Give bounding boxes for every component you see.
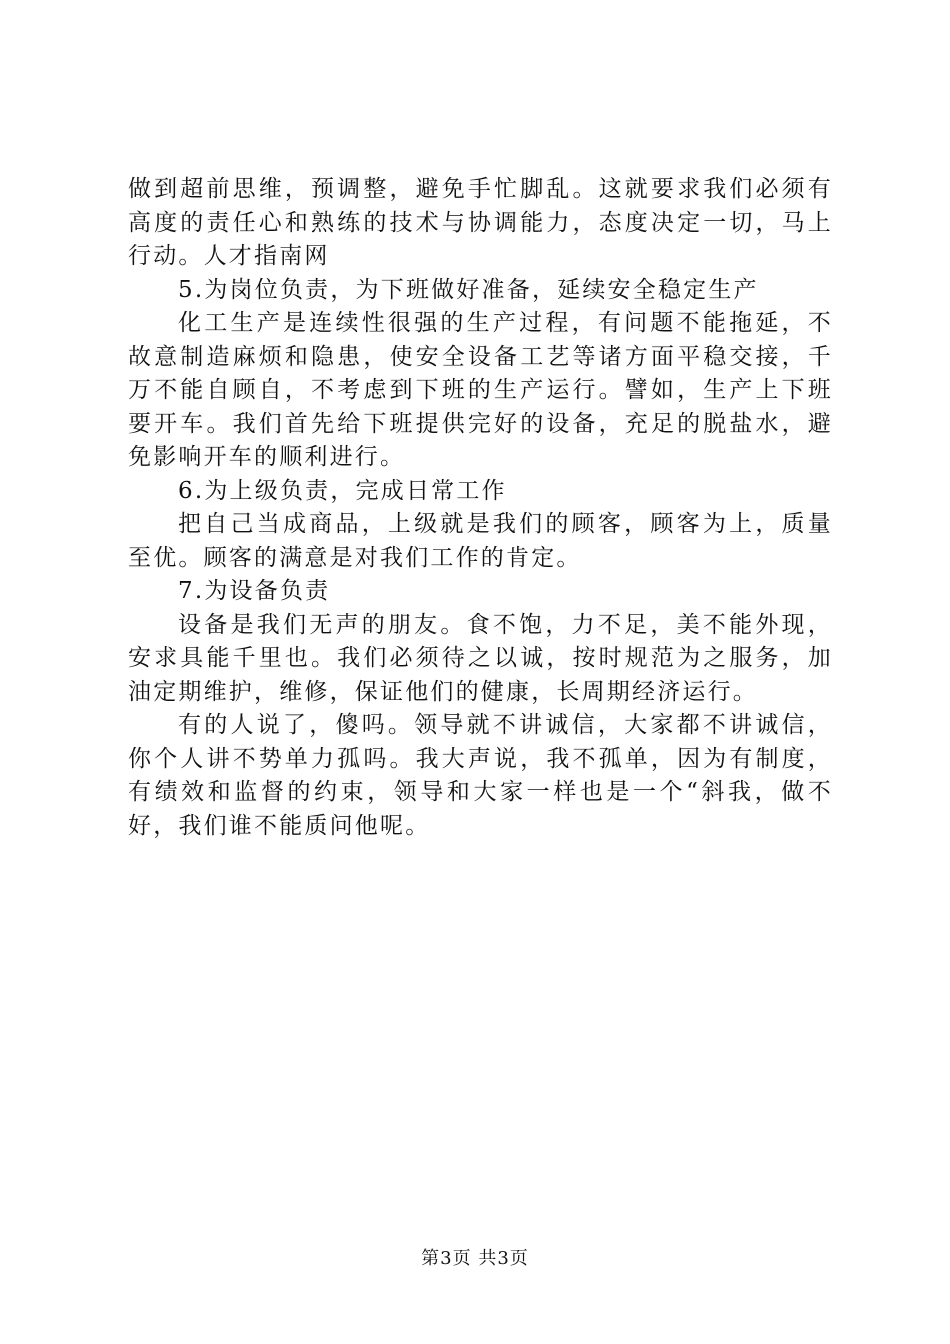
paragraph-closing: 有的人说了，傻吗。领导就不讲诚信，大家都不讲诚信，你个人讲不势单力孤吗。我大声说，我不孤单，因为有制度，有绩效和监督的约束，领导和大家一样也是一个“斜我，做不好，我们谁不能质问他呢。 <box>128 712 833 839</box>
page-footer: 第3页 共3页 <box>421 1248 529 1269</box>
section-heading-5: 5.为岗位负责，为下班做好准备，延续安全稳定生产 <box>178 276 759 303</box>
paragraph-continuation: 做到超前思维，预调整，避免手忙脚乱。这就要求我们必须有高度的责任心和熟练的技术与协调能力，态度决定一切，马上行动。人才指南网 <box>128 176 833 269</box>
section-heading-6: 6.为上级负责，完成日常工作 <box>178 477 507 504</box>
paragraph-section-6: 把自己当成商品，上级就是我们的顾客，顾客为上，质量至优。顾客的满意是对我们工作的肯定。 <box>128 511 833 571</box>
paragraph-section-5: 化工生产是连续性很强的生产过程，有问题不能拖延，不故意制造麻烦和隐患，使安全设备工艺等诸方面平稳交接，千万不能自顾自，不考虑到下班的生产运行。譬如，生产上下班要开车。我们首先给下班提供完好的设备，充足的脱盐水，避免影响开车的顺利进行。 <box>128 310 833 470</box>
document-body <box>128 173 833 843</box>
paragraph-section-7: 设备是我们无声的朋友。食不饱，力不足，美不能外现，安求具能千里也。我们必须待之以诚，按时规范为之服务，加油定期维护，维修，保证他们的健康，长周期经济运行。 <box>128 611 833 705</box>
section-heading-7: 7.为设备负责 <box>178 578 331 604</box>
